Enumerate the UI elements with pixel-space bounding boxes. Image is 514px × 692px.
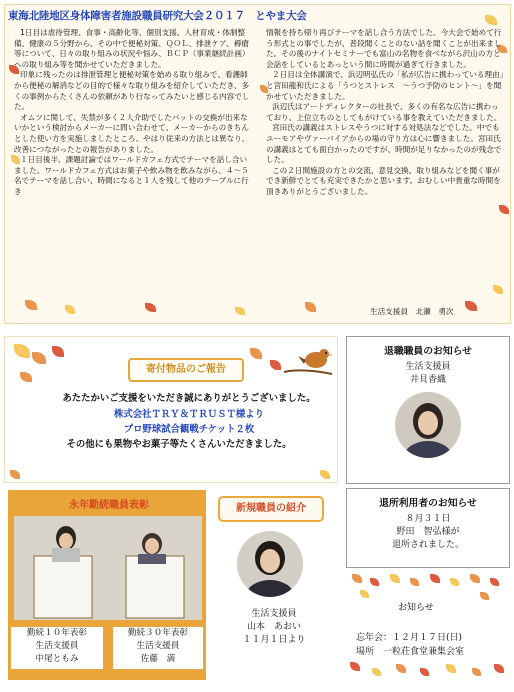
leaf-icon xyxy=(430,574,440,583)
article-right-column xyxy=(266,28,506,198)
retirement-title: 退職職員のお知らせ xyxy=(384,346,472,357)
new-staff-name: 山本 あおい xyxy=(246,622,301,632)
user-notice-title: 退所利用者のお知らせ xyxy=(379,498,477,509)
new-staff-date: １１月１日より xyxy=(242,635,306,645)
new-staff-role: 生活支援員 xyxy=(251,609,297,619)
user-notice-name: 野田 智弘様が xyxy=(396,527,460,537)
retiree-photo xyxy=(394,391,462,459)
article-paragraph: この２日間施設の方との交流、意見交換、取り組みなどを聞く事ができ新鮮でとても充実できたかと思います。おむしい中貴重な時間を頂きありがとうございました。 xyxy=(266,165,501,196)
donation-item: プロ野球試合観戦チケット２枚 xyxy=(123,424,255,435)
bird-on-branch-icon xyxy=(282,340,334,380)
award-card-role: 生活支援員 xyxy=(35,641,79,651)
award-photo xyxy=(14,516,202,620)
award-card-name: 中尾ともみ xyxy=(35,654,79,664)
retirement-notice xyxy=(346,336,510,484)
leaf-icon xyxy=(352,574,362,583)
leaf-icon xyxy=(390,574,400,583)
retirement-role: 生活支援員 xyxy=(405,362,451,372)
leaf-icon xyxy=(494,664,504,673)
article-paragraph: 宮田氏の講義はストレスやうつに対する対処法などでした。中でもユーモアやヴァーバイアからの場の守り方は心に響きました。宮田氏の講義はとても面白かったのですが、時間が足りなかったのが残念でした。 xyxy=(266,123,502,165)
leaf-icon xyxy=(396,664,406,673)
donation-header: 寄付物品のご報告 xyxy=(128,358,244,382)
new-staff-photo xyxy=(236,530,304,598)
donation-donor: 株式会社ＴＲＹ＆ＴＲＵＳＴ様より xyxy=(113,409,264,420)
user-notice-message: 退所されました。 xyxy=(391,540,464,550)
article-paragraph: 印象に残ったのは排泄管理と便秘対策を始める取り組みで、看護師から便秘の解消などの目的で様々な取り組みを紹介していただき、多くの事例からたくさんの依頼があり行なってみたいと感じる内容でした。 xyxy=(14,70,250,112)
article-paragraph: １日目後半、課題討論ではワールドカフェ方式でテーマを話し合いました。ワールドカフェ方式はお菓子や飲み物を飲みながら、４～５名でテーマを話し合い、時間になると１人を残して他のテーブルに行き xyxy=(14,155,249,196)
notice-place: 場所 一粒荘食堂兼集会室 xyxy=(356,647,465,657)
article-paragraph: 1日目は虐待管理、食事・高齢化等、個別支援、人材育成・体制整備、健康の５分野から、その中で便秘対策、ＱＯＬ、排泄ケア、褥瘡等について、日々の取り組みの状況や悩み、ＢＣＰ（事業継続計画）への取り組み等を聞かせていただきました。 xyxy=(14,28,250,69)
leaf-icon xyxy=(490,578,499,586)
article-title: 東海北陸地区身体障害者施設職員研究大会２０１７ とやま大会 xyxy=(8,10,307,22)
long-service-header: 永年勤続職員表彰 xyxy=(69,500,149,511)
leaf-icon xyxy=(350,662,360,671)
leaf-icon xyxy=(372,668,381,676)
award-card-title: 勤続１０年表彰 xyxy=(26,628,88,638)
article-author: 生活支援員 北瀬 勇次 xyxy=(370,307,454,316)
leaf-icon xyxy=(410,578,419,586)
notice-party: 忘年会：１２月１７日(日) xyxy=(356,633,463,643)
donation-thanks: あたたかいご支援をいただき誠にありがとうございました。 xyxy=(62,393,316,404)
leaf-icon xyxy=(472,668,481,676)
new-staff-header: 新規職員の紹介 xyxy=(218,496,324,522)
award-card-title: 勤続３０年表彰 xyxy=(127,628,189,638)
article-left-column xyxy=(14,28,252,198)
award-card-role: 生活支援員 xyxy=(136,641,180,651)
user-notice-date: ８月３１日 xyxy=(405,514,451,524)
leaf-icon xyxy=(360,590,369,598)
article-paragraph: オムツに関して、失禁が多く２人介助でしたパットの交換が出来ないかという検討からメーカーに問い合わせて、メーカーからのきちんとした使い方を実施しましたところ、やはり従来の方法とは異なり、改善につながったとの報告がありました。 xyxy=(14,112,250,154)
notice-heading: お知らせ xyxy=(398,603,434,613)
leaf-icon xyxy=(480,592,489,600)
article-paragraph: 浜辺氏はアートディレクターの社長で、多くの有名な広告に携わっており、上位立ちのとしてもがけている事を教えていただきました。 xyxy=(266,102,502,122)
leaf-icon xyxy=(470,574,480,583)
award-card-name: 佐藤 満 xyxy=(140,654,176,664)
article-paragraph: 情報を持ち帰り再びテーマを話し合う方法でした。今大会で始めて行う形式との事でしたが、普段聞くことのない話を聞くことが出来ました。その後のナイトセミナーでも富山の名物を食べながら沢山の方と会話をしているとあっという間に時間が過ぎて行きました。 xyxy=(266,28,502,69)
leaf-icon xyxy=(450,578,459,586)
award-card-10yr xyxy=(10,626,104,670)
leaf-icon xyxy=(446,664,456,673)
donation-others: その他にも果物やお菓子等たくさんいただきました。 xyxy=(66,439,292,450)
article-paragraph: ２日目は全体講演で、浜辺明弘氏の「私が広告に携わっている理由」と宮田龍和氏による「うつとストレス ～うつ予防のヒント～」を聞かせていただきました。 xyxy=(266,70,504,101)
leaf-icon xyxy=(420,668,429,676)
leaf-icon xyxy=(370,578,379,586)
user-leave-notice xyxy=(346,488,510,568)
retirement-name: 井貝香織 xyxy=(409,375,446,385)
award-card-30yr xyxy=(112,626,204,670)
